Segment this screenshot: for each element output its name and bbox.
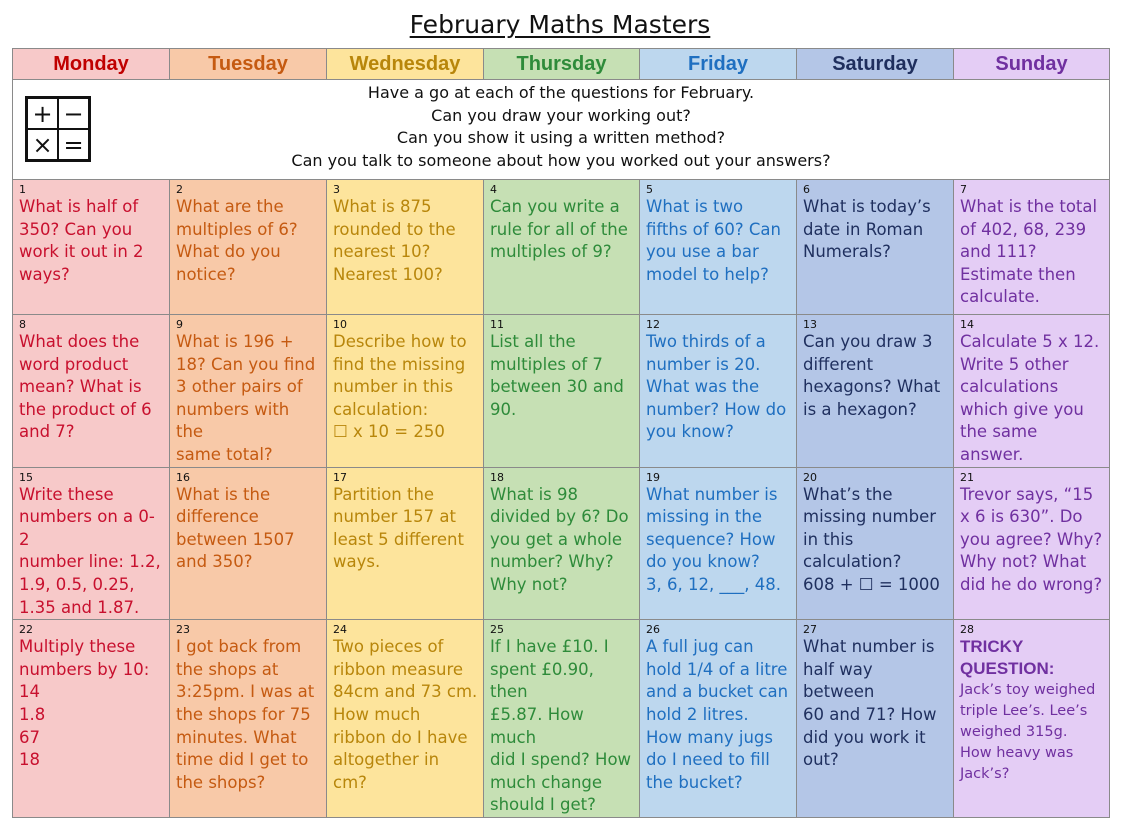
- question-text: A full jug can hold 1/4 of a litre and a bucket can hold 2 litres. How many jugs do I need to fill the bucket?: [646, 637, 789, 792]
- day-cell: [13, 180, 170, 315]
- plus-icon: +: [27, 98, 58, 129]
- question-text: What is 875 rounded to the nearest 10? Nearest 100?: [333, 197, 456, 284]
- question-text: What does the word product mean? What is the product of 6 and 7?: [19, 332, 152, 442]
- calculator-icon: [25, 96, 91, 162]
- week-row: [13, 620, 1110, 818]
- day-cell: [640, 467, 797, 620]
- page-title: February Maths Masters: [409, 10, 711, 39]
- day-number: 3: [333, 183, 340, 196]
- day-number: 2: [176, 183, 183, 196]
- day-number: 28: [960, 623, 974, 637]
- day-number: 21: [960, 470, 974, 484]
- day-number: 27: [803, 623, 817, 637]
- day-cell: [327, 180, 484, 315]
- question-text: Can you write a rule for all of the multiples of 9?: [490, 197, 628, 262]
- question-text: Write these numbers on a 0-2 number line: 1.2, 1.9, 0.5, 0.25, 1.35 and 1.87.: [19, 484, 161, 617]
- day-number: 1: [19, 183, 26, 196]
- day-number: 9: [176, 318, 183, 331]
- day-header-friday: Friday: [640, 49, 797, 80]
- day-cell: [170, 315, 327, 468]
- day-cell: [797, 620, 954, 818]
- question-text: What is half of 350? Can you work it out in 2 ways?: [19, 197, 144, 284]
- question-text: Can you draw 3 different hexagons? What is a hexagon?: [803, 332, 941, 419]
- day-number: 12: [646, 318, 660, 331]
- day-number: 13: [803, 318, 817, 331]
- minus-icon: −: [58, 98, 89, 129]
- question-text: What’s the missing number in this calculation? 608 + ☐ = 1000: [803, 484, 940, 594]
- day-header-thursday: Thursday: [484, 49, 640, 80]
- day-cell: [640, 315, 797, 468]
- day-number: 8: [19, 318, 26, 331]
- day-cell: [170, 620, 327, 818]
- day-cell: [484, 180, 640, 315]
- day-header-wednesday: Wednesday: [327, 49, 484, 80]
- day-cell: [327, 315, 484, 468]
- question-text: What is today’s date in Roman Numerals?: [803, 197, 931, 262]
- day-cell: [954, 315, 1110, 468]
- question-text: What number is missing in the sequence? How do you know? 3, 6, 12, ___, 48.: [646, 484, 781, 594]
- day-number: 18: [490, 470, 504, 484]
- day-header-sunday: Sunday: [954, 49, 1110, 80]
- day-number: 6: [803, 183, 810, 196]
- intro-line: Can you talk to someone about how you worked out your answers?: [291, 150, 831, 170]
- day-cell: [954, 620, 1110, 818]
- question-text: Describe how to find the missing number in this calculation: ☐ x 10 = 250: [333, 332, 467, 442]
- day-cell: [170, 180, 327, 315]
- question-text: Multiply these numbers by 10: 14 1.8 67 18: [19, 637, 150, 770]
- week-row: [13, 467, 1110, 620]
- question-text: What is 98 divided by 6? Do you get a whole number? Why? Why not?: [490, 484, 629, 594]
- day-number: 23: [176, 623, 190, 637]
- day-number: 22: [19, 623, 33, 637]
- equals-icon: =: [58, 129, 89, 160]
- day-cell: [484, 467, 640, 620]
- day-header-saturday: Saturday: [797, 49, 954, 80]
- day-number: 7: [960, 183, 967, 196]
- question-text: What number is half way between 60 and 71? How did you work it out?: [803, 637, 937, 770]
- question-text: List all the multiples of 7 between 30 and 90.: [490, 332, 624, 419]
- question-text: I got back from the shops at 3:25pm. I was at the shops for 75 minutes. What time did I get to the shops?: [176, 637, 315, 792]
- day-cell: [640, 180, 797, 315]
- day-cell: [13, 620, 170, 818]
- question-text: What is the total of 402, 68, 239 and 111? Estimate then calculate.: [960, 197, 1098, 307]
- question-text: Trevor says, “15 x 6 is 630”. Do you agree? Why? Why not? What did he do wrong?: [960, 484, 1103, 594]
- week-row: [13, 180, 1110, 315]
- day-cell: [640, 620, 797, 818]
- day-cell: [954, 180, 1110, 315]
- day-cell: [954, 467, 1110, 620]
- question-text: Calculate 5 x 12. Write 5 other calculations which give you the same answer.: [960, 332, 1100, 464]
- day-number: 5: [646, 183, 653, 196]
- day-number: 19: [646, 470, 660, 484]
- day-cell: [13, 467, 170, 620]
- intro-line: Can you show it using a written method?: [396, 128, 726, 147]
- day-cell: [797, 180, 954, 315]
- day-cell: [13, 315, 170, 468]
- day-cell: [484, 620, 640, 818]
- day-cell: [327, 620, 484, 818]
- day-cell: [797, 467, 954, 620]
- question-text: What is two fifths of 60? Can you use a bar model to help?: [646, 197, 781, 284]
- day-number: 11: [490, 318, 504, 331]
- intro-cell: [13, 80, 1110, 180]
- day-cell: [797, 315, 954, 468]
- day-number: 26: [646, 623, 660, 637]
- day-number: 16: [176, 470, 190, 484]
- day-number: 4: [490, 183, 497, 196]
- day-cell: [170, 467, 327, 620]
- day-number: 14: [960, 318, 974, 331]
- multiply-icon: ×: [27, 129, 58, 160]
- day-header-monday: Monday: [13, 49, 170, 80]
- question-text: Partition the number 157 at least 5 different ways.: [333, 484, 464, 572]
- day-cell: [327, 467, 484, 620]
- question-text: What is 196 + 18? Can you find 3 other pairs of numbers with the same total?: [176, 332, 316, 464]
- intro-row: [13, 80, 1110, 180]
- day-header-tuesday: Tuesday: [170, 49, 327, 80]
- day-cell: [484, 315, 640, 468]
- calendar-grid: [12, 48, 1110, 818]
- intro-line: Can you draw your working out?: [431, 105, 691, 125]
- tricky-question-heading: TRICKY QUESTION:: [960, 637, 1055, 679]
- day-number: 24: [333, 623, 347, 637]
- question-text: What is the difference between 1507 and 350?: [176, 484, 295, 572]
- day-number: 10: [333, 318, 347, 331]
- intro-text: [13, 80, 1109, 172]
- day-header-row: [13, 49, 1110, 80]
- question-text: What are the multiples of 6? What do you notice?: [176, 197, 298, 284]
- day-number: 25: [490, 623, 504, 637]
- day-number: 20: [803, 470, 817, 484]
- question-text: Two pieces of ribbon measure 84cm and 73 cm. How much ribbon do I have altogether in cm?: [333, 637, 478, 792]
- question-text: Jack’s toy weighed triple Lee’s. Lee’s weighed 315g. How heavy was Jack’s?: [960, 682, 1096, 783]
- day-number: 17: [333, 470, 347, 484]
- question-text: If I have £10. I spent £0.90, then £5.87. How much did I spend? How much change should I get?: [490, 637, 632, 815]
- question-text: Two thirds of a number is 20. What was the number? How do you know?: [646, 332, 787, 442]
- week-row: [13, 315, 1110, 468]
- day-number: 15: [19, 470, 33, 484]
- intro-line: Have a go at each of the questions for February.: [367, 83, 755, 102]
